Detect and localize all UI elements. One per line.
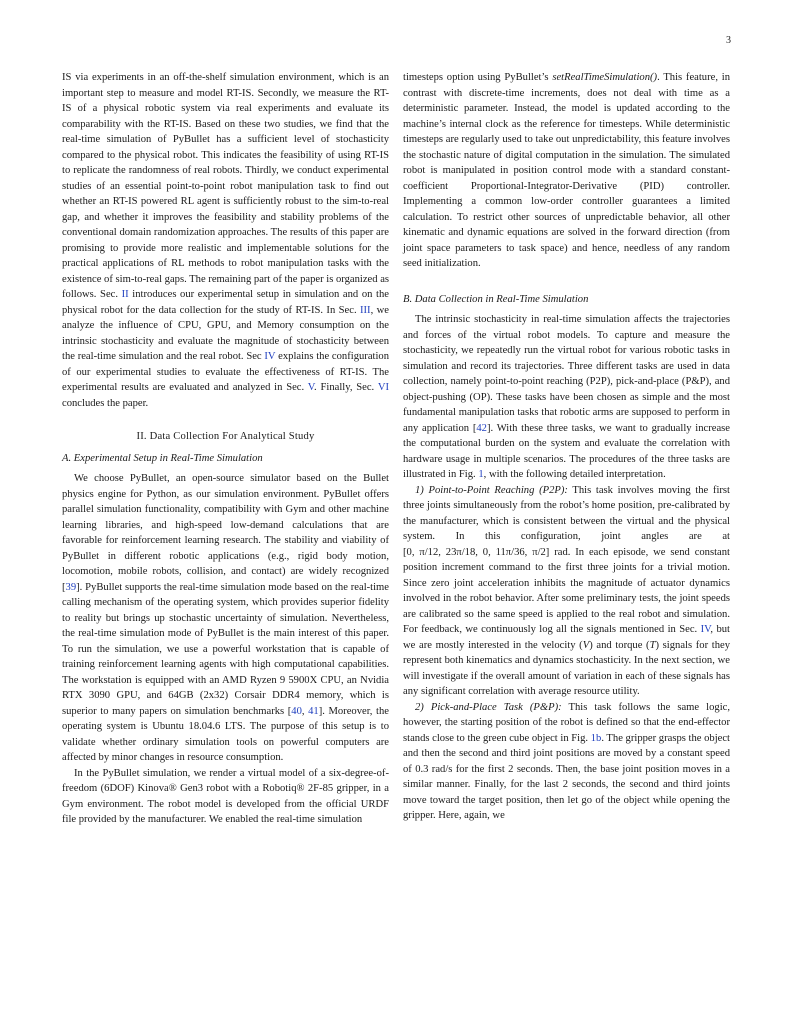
p2p-paragraph: 1) Point-to-Point Reaching (P2P): This task involves moving the first three joints simultaneously from the robot’s home position, pre-calibrated by the manufacturer, which is consistent between the virtual and the physical system. In this configuration, joint angles are at [0, π/12, 23π/18, 0, 11π/36, π/2] rad. In each episode, we send constant position increment command to the first three joints for a trivial motion. Since zero joint acceleration inhibits the magnitude of actuator dynamics involved in the robot behavior. After some preliminary tests, the joint speeds are calibrated so the same speed is applied to the real robot and simulation. For feedback, we continuously log all the signals mentioned in Sec. IV, but we are mostly interested in the velocity (V) and torque (T) signals for they represent both kinematics and dynamics stochasticity. In the next section, we will investigate if the overall amount of variation in each of these signals has any significant correlation with average resource utility. xyxy=(403,484,730,697)
velocity-symbol: V xyxy=(582,639,590,651)
p2p-heading: 1) Point-to-Point Reaching (P2P): xyxy=(415,484,568,496)
figure-link-1[interactable]: 1 xyxy=(478,469,484,480)
section-link-v[interactable]: V xyxy=(307,382,315,393)
section-link-iv-b[interactable]: IV xyxy=(700,624,711,635)
data-collection-paragraph: The intrinsic stochasticity in real-time simulation affects the trajectories and forces of the virtual robot models. To capture and measure the stochasticity, we repeatedly run the virtual robot for various robotic tasks in simulation and record its trajectories. Three different tasks are used in data collection, namely point-to-point reaching (P2P), pick-and-place (P&P), and object-pushing (OP). These tasks have been chosen as simple and the most fundamental manipulation tasks that robotic arms are supposed to perform in any application [42]. With these three tasks, we want to gradually increase the computational burden on the system and evaluate the correlation with hardware usage in multiple scenarios. The procedures of the three tasks are illustrated in Fig. 1, with the following detailed interpretation. xyxy=(403,314,731,480)
citation-41[interactable]: 41 xyxy=(308,705,319,717)
subsection-heading-a: A. Experimental Setup in Real-Time Simulation xyxy=(62,452,263,464)
section-link-iv[interactable]: IV xyxy=(264,351,276,362)
intro-paragraph: IS via experiments in an off-the-shelf simulation environment, which is an important step to measure and model RT-IS. Secondly, we measure the RT-IS of a physical robotic system via real experiments and evaluate its comparability with the RT-IS. Based on these two studies, we find that the real-time simulation of PyBullet has a sufficient level of stochasticity compared to the physical robot. This indicates the feasibility of using RT-IS to replicate the randomness of real robots. Thirdly, we conduct experimental studies of an essential point-to-point robot manipulation task to find out whether an RT-IS powered RL agent is sufficiently robust to the sim-to-real gap, and whether it improves the feasibility and stability problems of the conventional domain randomization approaches. The results of this paper are promising to provide more realistic and implementable solutions for the practical applications of RL methods to robot manipulation tasks with the existence of sim-to-real gaps. The remaining part of the paper is organized as follows. Sec. II introduces our experimental setup in simulation and on the physical robot for the data collection for the study of RT-IS. In Sec. III, we analyze the influence of CPU, GPU, and Memory consumption on the intrinsic stochasticity and evaluate the magnitude of stochasticity between the real-time simulation and the real robot. Sec IV explains the configuration of our experimental studies to evaluate the effectiveness of RT-IS. The experimental results are evaluated and analyzed in Sec. V. Finally, Sec. VI concludes the paper. xyxy=(62,72,390,409)
pnp-paragraph: 2) Pick-and-Place Task (P&P): This task follows the same logic, however, the starting position of the robot is defined so that the end-effector stands close to the green cube object in Fig. 1b. The gripper grasps the object and then the second and third joint positions are moved by a constant speed of 0.3 rad/s for the first 2 seconds. Then, the base joint position moves in a similar manner. Finally, for the last 2 seconds, the second and third joints move toward the target position, then let go of the object while opening the gripper. Here, again, we xyxy=(403,701,731,821)
setup-paragraph: We choose PyBullet, an open-source simulator based on the Bullet physics engine for Python, as our simulation environment. PyBullet offers parallel simulation functionality, compatibility with Gym and other machine learning libraries, and high-speed low-demand calculations that are favorable for reinforcement learning research. The stability and viability of PyBullet in different robotic applications (e.g., rigid body motion, locomotion, mobile robots, collision, and contact) are widely recognized [39]. PyBullet supports the real-time simulation mode based on the real-time calling mechanism of the operating system, which provides superior fidelity to reality but brings up stochastic uncertainty of simulation. Nevertheless, the real-time simulation mode of PyBullet is the main interest of this paper. To run the simulation, we use a powerful workstation that is capable of training reinforcement learning agents with high computational capabilities. The workstation is equipped with an AMD Ryzen 9 5900X CPU, an Nvidia RTX 3090 GPU, and 64GB (2x32) Corsair DDR4 memory, which is superior to many papers on simulation benchmarks [40, 41]. Moreover, the operating system is Ubuntu 18.04.6 LTS. The purpose of this setup is to validate whether ordinary simulation tools on powerful computers are affected by minor changes in resource consumption. xyxy=(62,473,389,763)
joint-angles-math: [0, π/12, 23π/18, 0, 11π/36, π/2] xyxy=(403,546,550,558)
figure-link-1b[interactable]: 1b xyxy=(590,732,602,744)
speed-value: 0.3 xyxy=(415,763,429,775)
torque-symbol: T xyxy=(649,639,656,651)
section-link-vi[interactable]: VI xyxy=(377,382,389,393)
realtime-paragraph: timesteps option using PyBullet’s setRealTimeSimulation(). This feature, in contrast with discrete-time increments, does not deal with time as a deterministic parameter. Instead, the model is updated according to the machine’s internal clock as the reference for timesteps. While deterministic timesteps are regularly used to take out unpredictability, this feature involves the stochastic nature of digital computation in the simulation. The simulated robot is manipulated in position control mode with a standard constant-coefficient Proportional-Integrator-Derivative (PID) controller. Implementing a common low-order controller guarantees a limited calculation. To restrict other sources of unpredictable behavior, all other kinematic and dynamic equations are solved in the forward direction (from joint space parameters to task space) and hence, needless of any random seed initialization. xyxy=(403,72,730,269)
citation-40[interactable]: 40 xyxy=(291,705,302,717)
citation-42[interactable]: 42 xyxy=(476,422,487,434)
section-heading-ii: II. Data Collection For Analytical Study xyxy=(136,431,315,442)
section-link-iii[interactable]: III xyxy=(360,304,371,316)
function-name: setRealTimeSimulation() xyxy=(552,72,658,83)
citation-39[interactable]: 39 xyxy=(65,581,77,593)
robot-model-paragraph: In the PyBullet simulation, we render a virtual model of a six-degree-of-freedom (6DOF) Kinova® Gen3 robot with a Robotiq® 2F-85 gripper, in a Gym environment. The robot model is developed from the official URDF file provided by the manufacturer. We enabled the real-time simulation xyxy=(62,767,389,825)
right-column xyxy=(403,70,730,824)
page-number: 3 xyxy=(726,35,731,46)
section-link-ii[interactable]: II xyxy=(121,289,129,300)
subsection-heading-b: B. Data Collection in Real-Time Simulation xyxy=(403,293,589,305)
pnp-heading: 2) Pick-and-Place Task (P&P): xyxy=(415,701,562,713)
left-column xyxy=(62,70,389,828)
